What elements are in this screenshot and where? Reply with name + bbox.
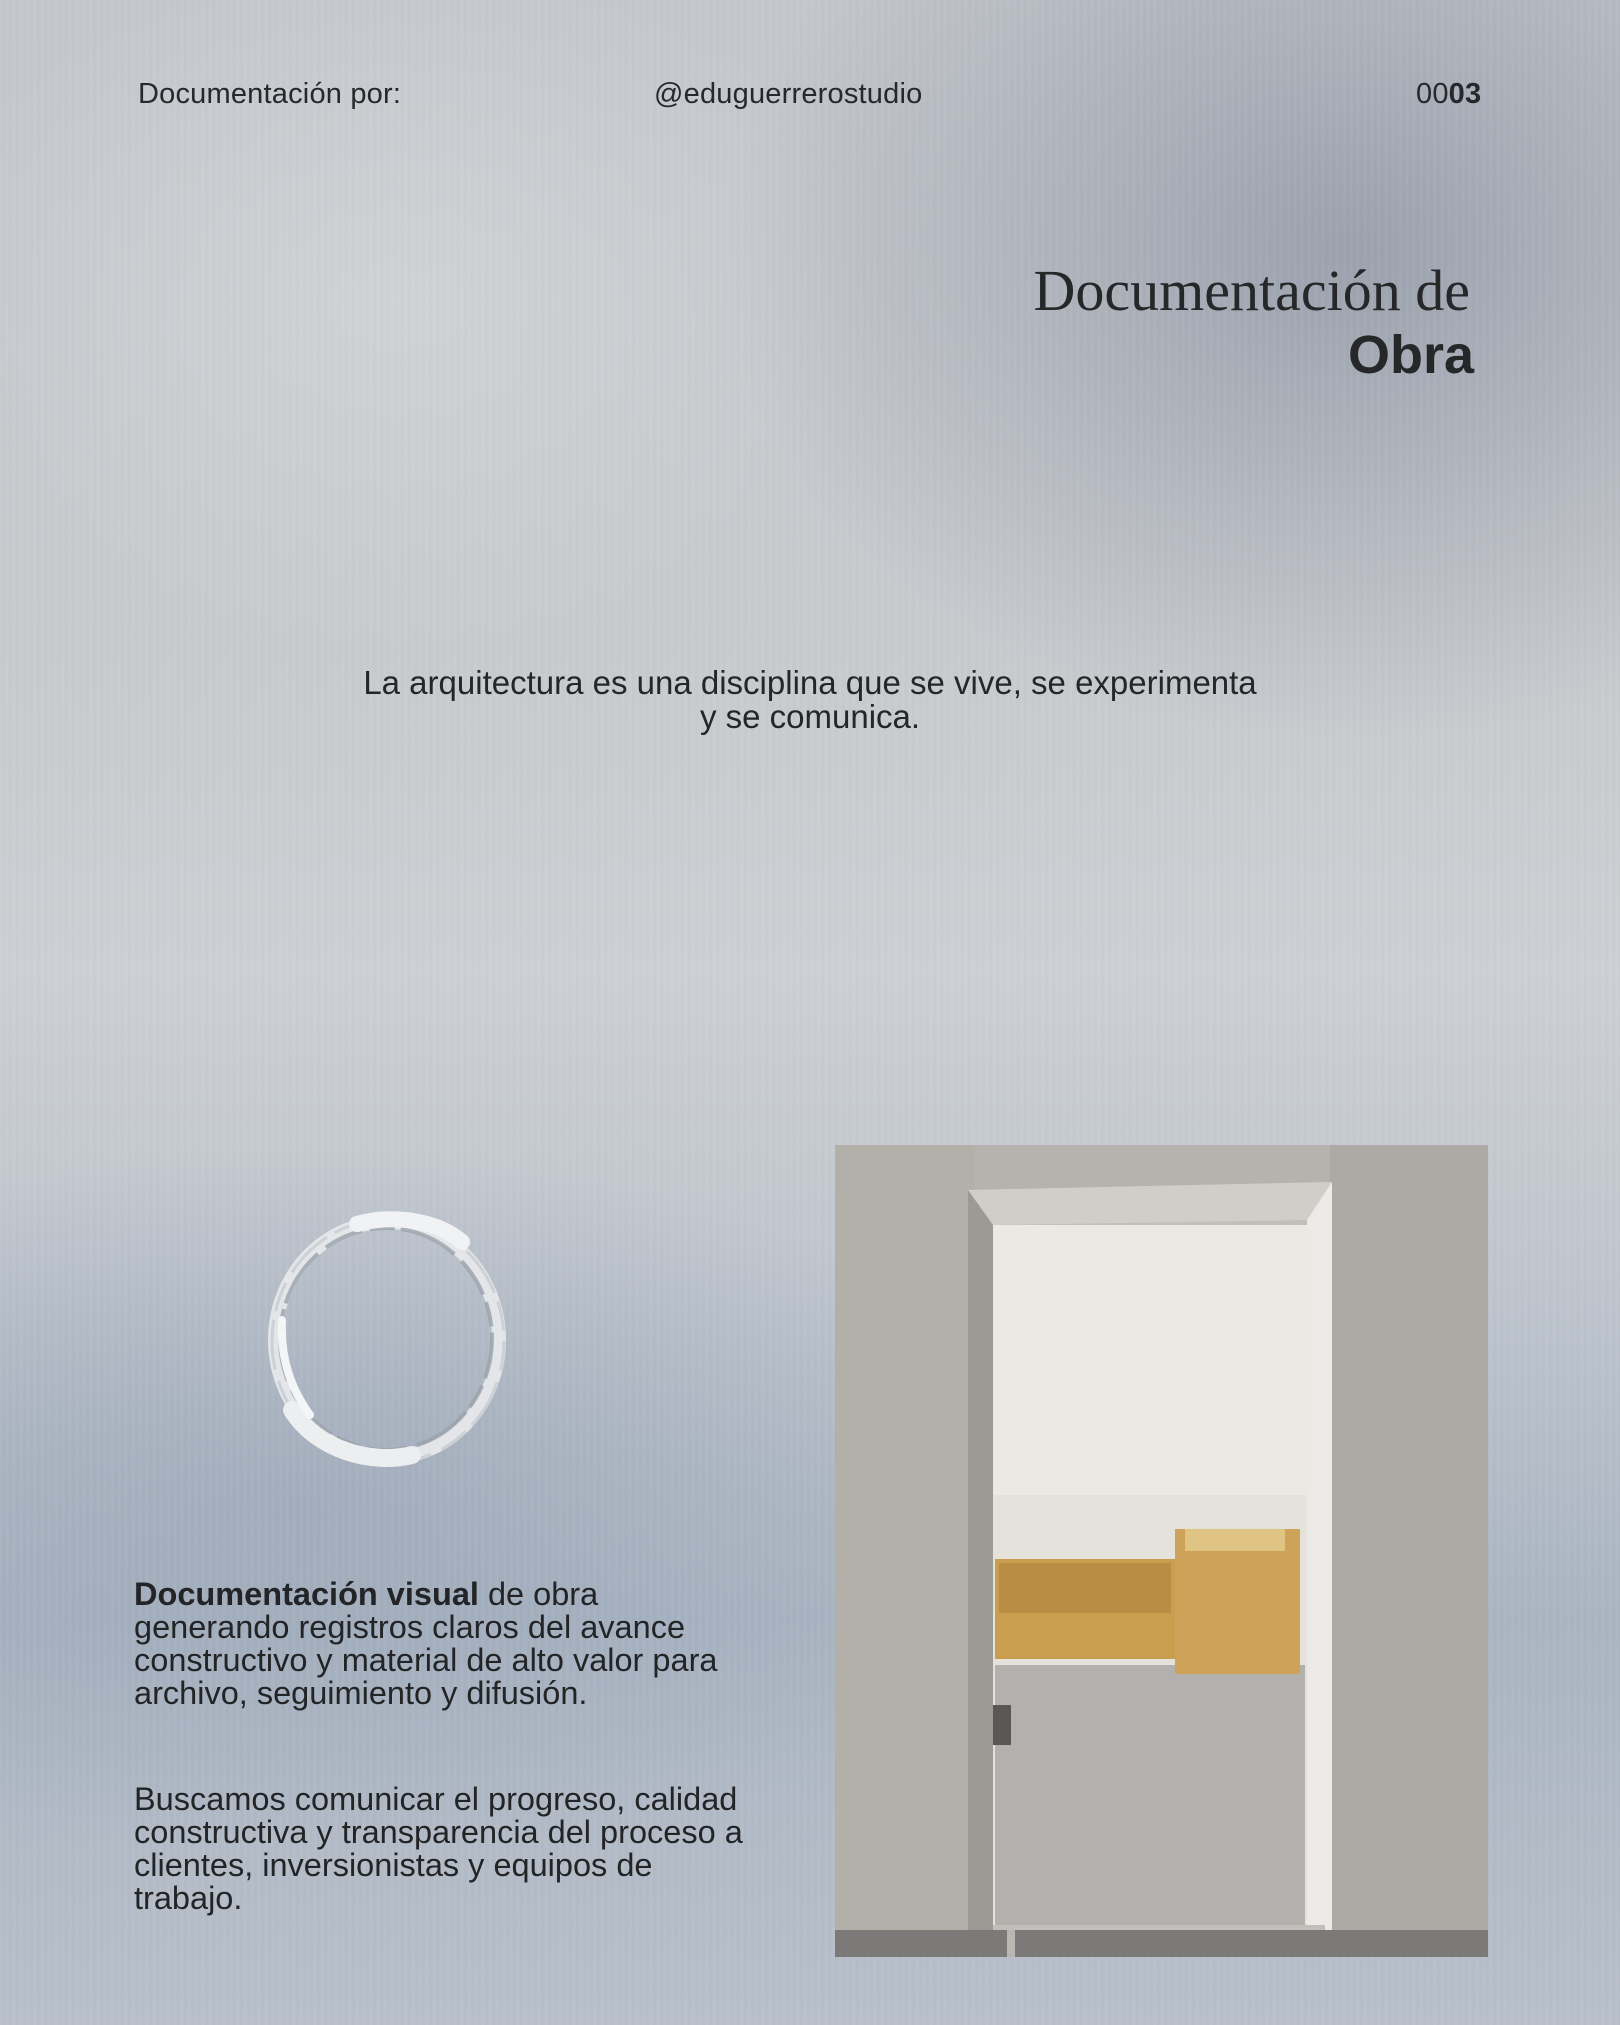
page-number-prefix: 00 xyxy=(1416,78,1449,110)
construction-photo xyxy=(835,1145,1488,1957)
page-number xyxy=(1416,78,1481,111)
title-line-2: Obra xyxy=(1347,325,1474,385)
page-title xyxy=(1033,258,1474,386)
body-paragraph-2: Buscamos comunicar el progreso, calidad constructiva y transparencia del proceso a clientes, inversionistas y equipos de trabajo. xyxy=(134,1781,743,1916)
body-bold-lead: Documentación visual xyxy=(134,1576,479,1612)
quote-line-1: La arquitectura es una disciplina que se vive, se experimenta xyxy=(363,664,1257,701)
body-paragraph-1 xyxy=(134,1578,754,1710)
brush-circle-icon xyxy=(262,1210,512,1470)
quote-line-2: y se comunica. xyxy=(699,698,921,735)
credit-label: Documentación por: xyxy=(138,78,402,110)
body-paragraph-1-text: de obra generando registros claros del avance constructivo y material de alto valor para archivo, seguimiento y difusión. xyxy=(134,1576,718,1711)
studio-handle: @eduguerrerostudio xyxy=(654,78,923,110)
quote xyxy=(210,666,1410,734)
page-number-bold: 03 xyxy=(1448,78,1482,110)
title-line-1: Documentación de xyxy=(1033,258,1470,323)
